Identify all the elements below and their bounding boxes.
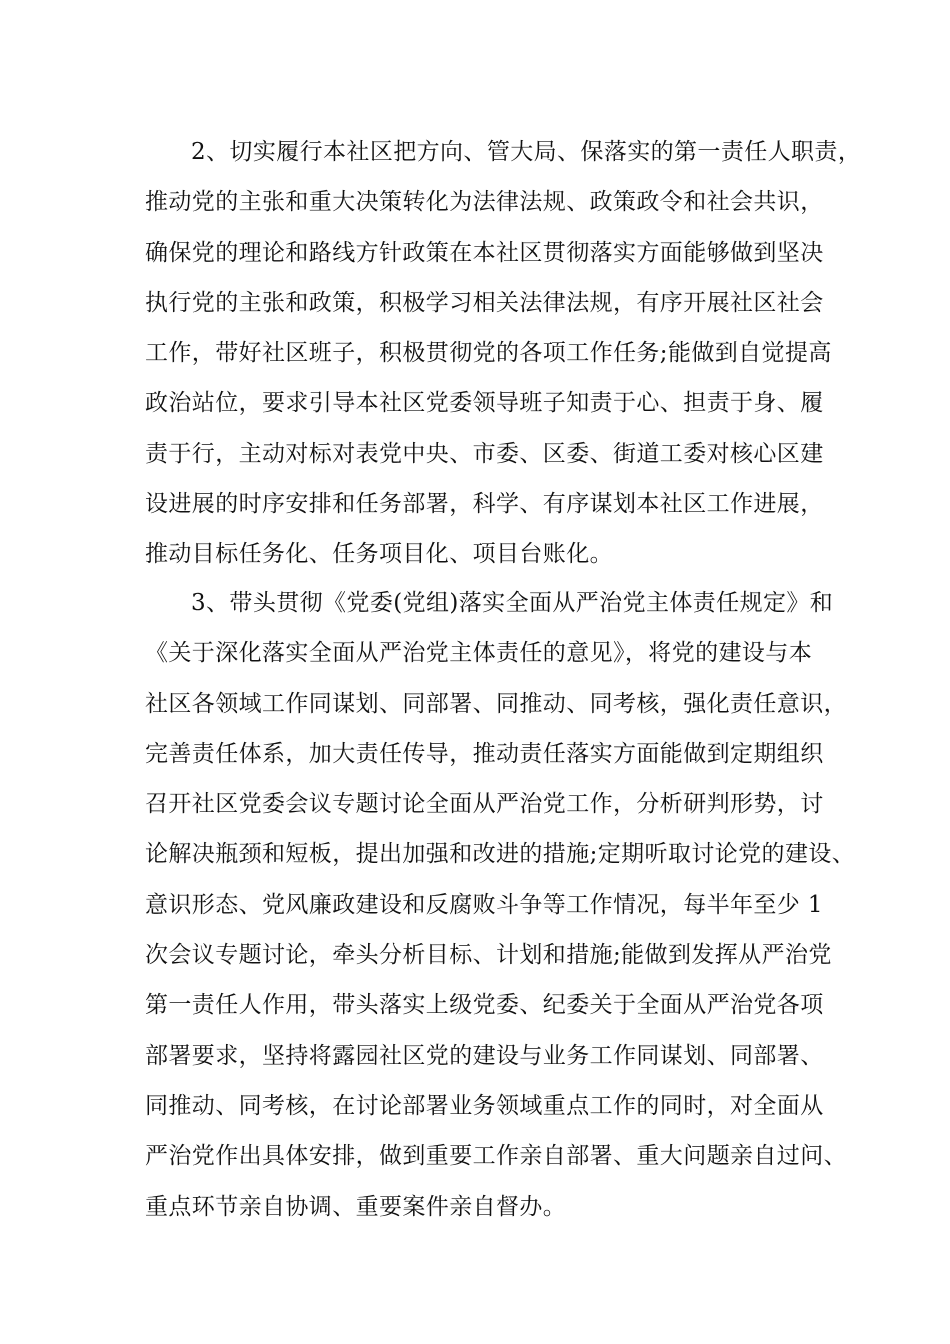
text-line: 执行党的主张和政策，积极学习相关法律法规，有序开展社区社会 [145,289,824,316]
text-line: 意识形态、党风廉政建设和反腐败斗争等工作情况，每半年至少 1 [145,891,823,918]
text-line: 召开社区党委会议专题讨论全面从严治党工作，分析研判形势，讨 [145,791,824,818]
text-line: 工作，带好社区班子，积极贯彻党的各项工作任务;能做到自觉提高 [145,340,832,367]
text-line: 推动目标任务化、任务项目化、项目台账化。 [145,541,613,568]
text-line: 完善责任体系，加大责任传导，推动责任落实方面能做到定期组织 [145,740,824,767]
text-line: 严治党作出具体安排，做到重要工作亲自部署、重大问题亲自过问、 [145,1143,847,1170]
text-line: 论解决瓶颈和短板，提出加强和改进的措施;定期听取讨论党的建设、 [145,841,856,868]
text-line: 责于行，主动对标对表党中央、市委、区委、街道工委对核心区建 [145,440,824,467]
text-line: 确保党的理论和路线方针政策在本社区贯彻落实方面能够做到坚决 [145,239,824,266]
text-line: 《关于深化落实全面从严治党主体责任的意见》，将党的建设与本 [145,640,813,667]
text-line: 3、带头贯彻《党委(党组)落实全面从严治党主体责任规定》和 [191,590,834,616]
text-line: 2、切实履行本社区把方向、管大局、保落实的第一责任人职责， [191,139,862,165]
text-line: 次会议专题讨论，牵头分析目标、计划和措施;能做到发挥从严治党 [145,942,832,969]
text-line: 社区各领域工作同谋划、同部署、同推动、同考核，强化责任意识， [145,690,847,717]
text-line: 部署要求，坚持将露园社区党的建设与业务工作同谋划、同部署、 [145,1042,824,1069]
text-line: 政治站位，要求引导本社区党委领导班子知责于心、担责于身、履 [145,390,824,417]
text-line: 重点环节亲自协调、重要案件亲自督办。 [145,1193,567,1220]
paragraph-item-3 [145,578,856,1232]
paragraph-item-2 [145,127,862,580]
text-line: 设进展的时序安排和任务部署，科学、有序谋划本社区工作进展， [145,491,824,518]
text-line: 第一责任人作用，带头落实上级党委、纪委关于全面从严治党各项 [145,992,824,1019]
text-line: 推动党的主张和重大决策转化为法律法规、政策政令和社会共识， [145,189,824,216]
text-line: 同推动、同考核，在讨论部署业务领域重点工作的同时，对全面从 [145,1092,824,1119]
